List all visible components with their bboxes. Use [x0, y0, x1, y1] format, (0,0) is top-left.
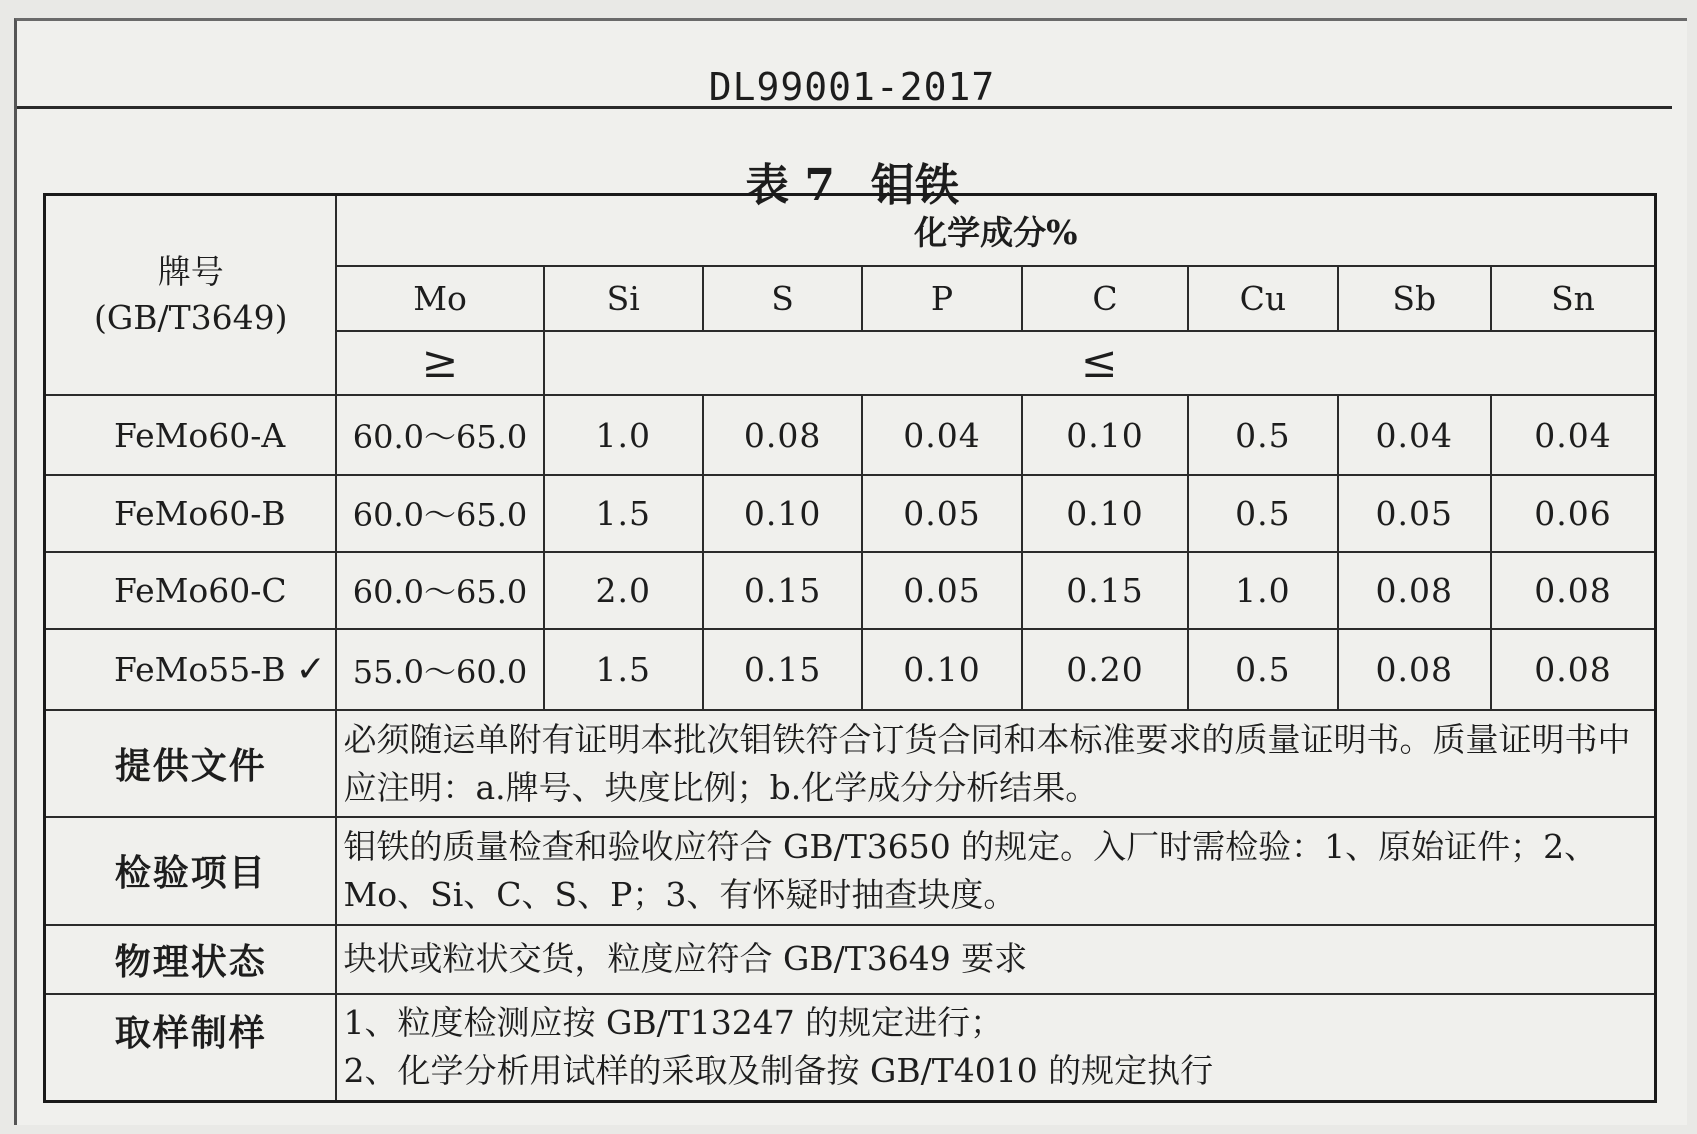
- grade-name: FeMo60-C: [114, 570, 287, 610]
- value-cell-si: 1.0: [544, 395, 703, 474]
- table-row: [45, 629, 1656, 710]
- element-header-mo: Mo: [336, 266, 543, 331]
- value-cell-mo: 60.0～65.0: [336, 475, 543, 552]
- value-cell-sn: 0.08: [1491, 629, 1655, 710]
- value-cell-sb: 0.05: [1338, 475, 1491, 552]
- documents-text: 必须随运单附有证明本批次钼铁符合订货合同和本标准要求的质量证明书。质量证明书中应注明：a.牌号、块度比例；b.化学成分分析结果。: [336, 710, 1655, 817]
- header-rule: [17, 106, 1672, 109]
- table-row: [45, 475, 1656, 552]
- value-cell-sn: 0.06: [1491, 475, 1655, 552]
- value-cell-sb: 0.08: [1338, 552, 1491, 629]
- physical-label: 物理状态: [45, 925, 337, 994]
- table-row: [45, 395, 1656, 474]
- notes-row-inspection: [45, 817, 1656, 924]
- value-cell-c: 0.20: [1022, 629, 1188, 710]
- value-cell-c: 0.10: [1022, 395, 1188, 474]
- value-cell-sb: 0.08: [1338, 629, 1491, 710]
- element-header-p: P: [862, 266, 1021, 331]
- value-cell-p: 0.05: [862, 475, 1021, 552]
- document-sheet: [14, 18, 1687, 1125]
- grade-header: [45, 195, 337, 396]
- sampling-label: 取样制样: [45, 994, 337, 1102]
- max-operator: ≤: [544, 331, 1656, 396]
- value-cell-si: 1.5: [544, 629, 703, 710]
- table-name: 钼铁: [870, 160, 959, 211]
- value-cell-cu: 0.5: [1188, 629, 1337, 710]
- value-cell-s: 0.15: [703, 552, 862, 629]
- element-header-si: Si: [544, 266, 703, 331]
- value-cell-sn: 0.08: [1491, 552, 1655, 629]
- notes-row-documents: [45, 710, 1656, 817]
- value-cell-s: 0.08: [703, 395, 862, 474]
- inspection-text: 钼铁的质量检查和验收应符合 GB/T3650 的规定。入厂时需检验：1、原始证件；2、Mo、Si、C、S、P；3、有怀疑时抽查块度。: [336, 817, 1655, 924]
- sampling-line-2: 2、化学分析用试样的采取及制备按 GB/T4010 的规定执行: [343, 1051, 1214, 1091]
- value-cell-p: 0.04: [862, 395, 1021, 474]
- value-cell-cu: 0.5: [1188, 475, 1337, 552]
- element-header-s: S: [703, 266, 862, 331]
- sampling-line-1: 1、粒度检测应按 GB/T13247 的规定进行；: [343, 1003, 1004, 1043]
- value-cell-si: 1.5: [544, 475, 703, 552]
- grade-cell: [45, 395, 337, 474]
- grade-name: FeMo60-A: [114, 415, 286, 455]
- value-cell-sb: 0.04: [1338, 395, 1491, 474]
- ferromolybdenum-spec-table: [43, 193, 1657, 1103]
- value-cell-mo: 60.0～65.0: [336, 395, 543, 474]
- notes-row-physical: [45, 925, 1656, 994]
- inspection-label: 检验项目: [45, 817, 337, 924]
- value-cell-c: 0.15: [1022, 552, 1188, 629]
- grade-cell: [45, 552, 337, 629]
- chem-composition-header: 化学成分%: [336, 195, 1655, 266]
- checkmark-icon: ✓: [295, 649, 326, 690]
- sampling-text: [336, 994, 1655, 1102]
- element-header-cu: Cu: [1188, 266, 1337, 331]
- value-cell-c: 0.10: [1022, 475, 1188, 552]
- element-header-c: C: [1022, 266, 1188, 331]
- value-cell-si: 2.0: [544, 552, 703, 629]
- grade-name: FeMo60-B: [114, 493, 286, 533]
- value-cell-sn: 0.04: [1491, 395, 1655, 474]
- element-header-sn: Sn: [1491, 266, 1655, 331]
- notes-row-sampling: [45, 994, 1656, 1102]
- value-cell-p: 0.10: [862, 629, 1021, 710]
- header-row-chem: [45, 195, 1656, 266]
- grade-header-standard: (GB/T3649): [94, 298, 288, 338]
- grade-name: FeMo55-B: [114, 650, 286, 689]
- grade-cell: [45, 475, 337, 552]
- table-row: [45, 552, 1656, 629]
- value-cell-cu: 0.5: [1188, 395, 1337, 474]
- table-number: 表 7: [745, 160, 835, 211]
- value-cell-mo: 55.0～60.0: [336, 629, 543, 710]
- physical-text: 块状或粒状交货，粒度应符合 GB/T3649 要求: [336, 925, 1655, 994]
- document-code: DL99001-2017: [708, 65, 996, 109]
- element-header-sb: Sb: [1338, 266, 1491, 331]
- mo-min-operator: ≥: [336, 331, 543, 396]
- documents-label: 提供文件: [45, 710, 337, 817]
- grade-cell: [45, 629, 337, 710]
- value-cell-s: 0.10: [703, 475, 862, 552]
- value-cell-s: 0.15: [703, 629, 862, 710]
- grade-header-label: 牌号: [157, 252, 224, 292]
- value-cell-cu: 1.0: [1188, 552, 1337, 629]
- value-cell-mo: 60.0～65.0: [336, 552, 543, 629]
- value-cell-p: 0.05: [862, 552, 1021, 629]
